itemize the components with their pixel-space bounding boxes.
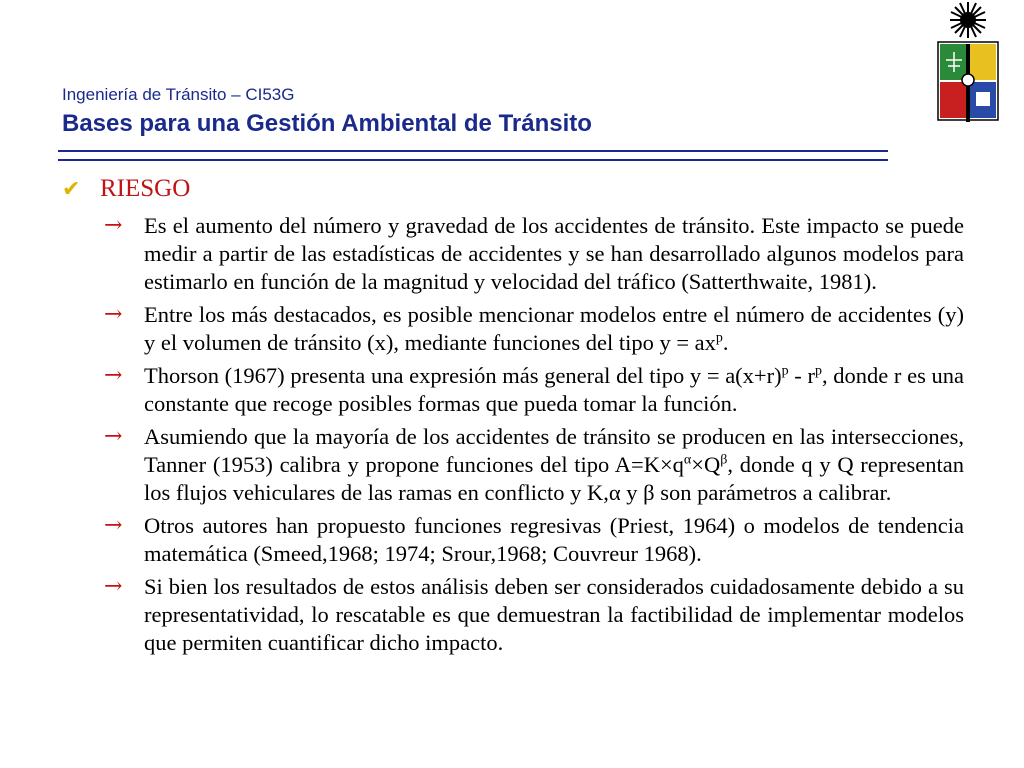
superscript: p <box>781 363 789 379</box>
list-item <box>104 212 964 296</box>
superscript: α <box>683 452 692 468</box>
university-crest-logo <box>936 0 1000 126</box>
superscript: p <box>814 363 822 379</box>
list-item-text: , donde q y Q representan los flujos vehiculares de las ramas en conflicto y K,α y β son parámetros a calibrar. <box>144 452 964 505</box>
arrow-right-icon: → <box>104 302 123 327</box>
arrow-right-icon: → <box>104 513 123 538</box>
arrow-right-icon: → <box>104 574 123 599</box>
list-item-text: Es el aumento del número y gravedad de los accidentes de tránsito. Este impacto se puede medir a partir de las estadísticas de accidentes y se han desarrollado algunos modelos para estimarlo en función de la magnitud y velocidad del tráfico (Satterthwaite, 1981). <box>144 213 964 294</box>
list-item-text: Asumiendo que la mayoría de los accidentes de tránsito se producen en las intersecciones, Tanner (1953) calibra y propone funciones del tipo A=K×q <box>144 424 964 477</box>
list-item-text: Si bien los resultados de estos análisis deben ser considerados cuidadosamente debido a su representatividad, lo rescatable es que demuestran la factibilidad de implementar modelos que permiten cuantificar dicho impacto. <box>144 574 964 655</box>
list-item-text: ×Q <box>691 452 721 477</box>
arrow-right-icon: → <box>104 363 123 388</box>
list-item-text: Entre los más destacados, es posible mencionar modelos entre el número de accidentes (y) y el volumen de tránsito (x), mediante funciones del tipo y = ax <box>144 302 964 355</box>
list-item <box>104 301 964 357</box>
page-title: Bases para una Gestión Ambiental de Tránsito <box>62 110 592 137</box>
list-item-text: Thorson (1967) presenta una expresión más general del tipo y = a(x+r) <box>144 363 782 388</box>
header-rule-bottom <box>58 159 888 161</box>
header-rule-top <box>58 150 888 152</box>
section-heading-text: RIESGO <box>100 175 191 202</box>
superscript: β <box>720 452 728 468</box>
check-bullet-icon: ✔ <box>62 176 81 202</box>
section-heading <box>62 175 190 203</box>
list-item-text: - r <box>788 363 815 388</box>
list-item <box>104 362 964 418</box>
list-item <box>104 573 964 657</box>
list-item-text: . <box>722 330 729 355</box>
superscript: p <box>715 330 723 346</box>
arrow-right-icon: → <box>104 424 123 449</box>
arrow-right-icon: → <box>104 213 123 238</box>
list-item-text: Otros autores han propuesto funciones regresivas (Priest, 1964) o modelos de tendencia matemática (Smeed,1968; 1974; Srour,1968; Couvreur 1968). <box>144 513 964 566</box>
course-label: Ingeniería de Tránsito – CI53G <box>62 85 295 104</box>
bullet-list <box>104 212 964 662</box>
list-item-text: , donde r es una constante que recoge posibles formas que pueda tomar la función. <box>144 363 964 416</box>
list-item <box>104 512 964 568</box>
list-item <box>104 423 964 507</box>
